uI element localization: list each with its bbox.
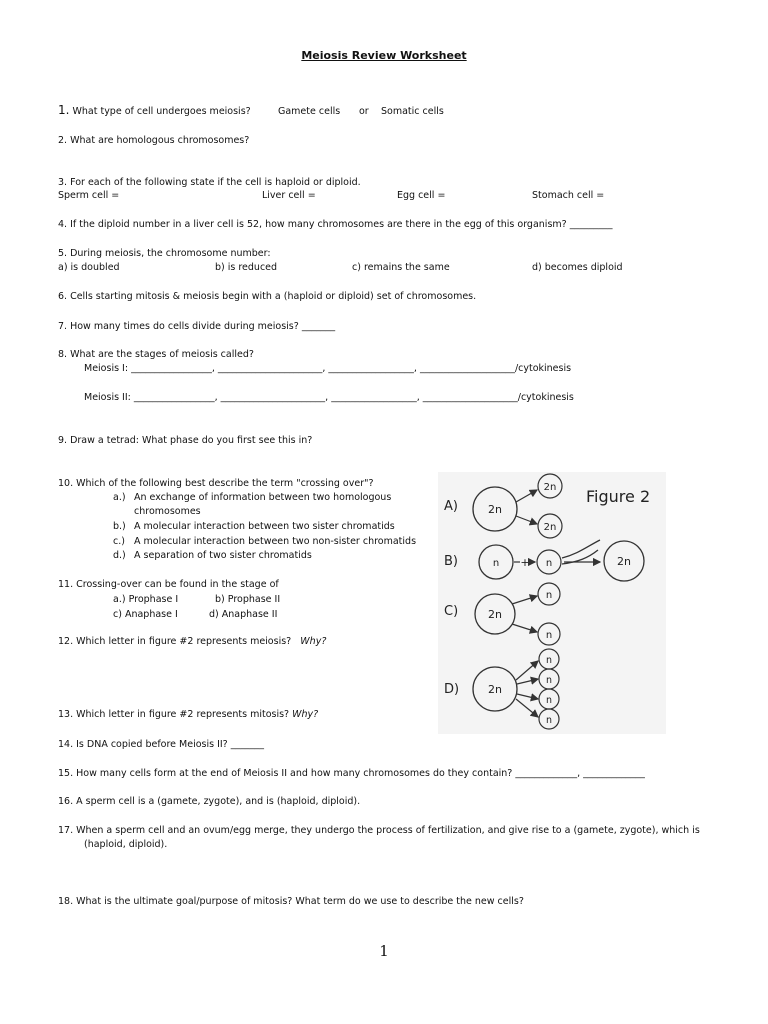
q10-option-a-cont: chromosomes xyxy=(134,506,201,517)
question-7: 7. How many times do cells divide during meiosis? _______ xyxy=(58,321,336,332)
q5-option-a: a) is doubled xyxy=(58,262,120,273)
question-4: 4. If the diploid number in a liver cell is 52, how many chromosomes are there in the egg of this organism? _________ xyxy=(58,219,613,230)
q10-option-d: A separation of two sister chromatids xyxy=(134,550,312,561)
q5-option-d: d) becomes diploid xyxy=(532,262,623,273)
question-18: 18. What is the ultimate goal/purpose of mitosis? What term do we use to describe the new cells? xyxy=(58,896,524,907)
question-9: 9. Draw a tetrad: What phase do you first see this in? xyxy=(58,435,313,446)
q10-option-c: A molecular interaction between two non-sister chromatids xyxy=(134,536,417,547)
question-5: 5. During meiosis, the chromosome number: xyxy=(58,248,271,259)
q11-option-c: c) Anaphase I xyxy=(113,609,178,620)
cell-label: n xyxy=(545,675,553,686)
q5-option-c: c) remains the same xyxy=(352,262,450,273)
q12-why: Why? xyxy=(300,636,327,647)
q3-sperm-cell: Sperm cell = xyxy=(58,190,120,201)
cell-label: 2n xyxy=(543,522,557,533)
q5-option-b: b) is reduced xyxy=(215,262,278,273)
figure-label-a: A) xyxy=(444,499,458,514)
q11-option-b: b) Prophase II xyxy=(215,594,281,605)
question-16: 16. A sperm cell is a (gamete, zygote), and is (haploid, diploid). xyxy=(58,796,361,807)
q11-option-a: a.) Prophase I xyxy=(113,594,179,605)
question-10: 10. Which of the following best describe the term "crossing over"? xyxy=(58,478,374,489)
question-14: 14. Is DNA copied before Meiosis II? _______ xyxy=(58,739,264,750)
q13-why: Why? xyxy=(292,709,319,720)
q1-number: 1. xyxy=(58,103,70,117)
q12-text: 12. Which letter in figure #2 represents meiosis? xyxy=(58,636,292,647)
question-17: 17. When a sperm cell and an ovum/egg merge, they undergo the process of fertilization, and give rise to a (gamete, zygote), which is xyxy=(58,825,700,836)
question-1 xyxy=(58,104,251,118)
cell-label: n xyxy=(545,630,553,641)
question-17-cont: (haploid, diploid). xyxy=(84,839,168,850)
question-3: 3. For each of the following state if the cell is haploid or diploid. xyxy=(58,177,361,188)
cell-label: n xyxy=(545,715,553,726)
q10-label-c: c.) xyxy=(113,536,125,547)
q10-option-b: A molecular interaction between two sister chromatids xyxy=(134,521,395,532)
cell-label: 2n xyxy=(488,683,502,696)
q1-option-somatic: Somatic cells xyxy=(381,106,444,117)
figure-label-c: C) xyxy=(444,604,459,619)
plus-sign: + xyxy=(520,556,530,569)
cell-label: n xyxy=(545,590,553,601)
question-12 xyxy=(58,635,326,648)
q3-stomach-cell: Stomach cell = xyxy=(532,190,605,201)
cell-label: 2n xyxy=(488,608,502,621)
q13-text: 13. Which letter in figure #2 represents mitosis? xyxy=(58,709,290,720)
figure-label-d: D) xyxy=(444,682,460,697)
question-6: 6. Cells starting mitosis & meiosis begin with a (haploid or diploid) set of chromosomes. xyxy=(58,291,477,302)
page-number: 1 xyxy=(379,942,389,960)
q8-meiosis-2: Meiosis II: _________________, ______________________, __________________, ____________________/cytokinesis xyxy=(84,392,574,403)
q3-egg-cell: Egg cell = xyxy=(397,190,446,201)
question-13 xyxy=(58,708,318,721)
question-11: 11. Crossing-over can be found in the stage of xyxy=(58,579,279,590)
worksheet-title: Meiosis Review Worksheet xyxy=(301,49,467,62)
q1-text: What type of cell undergoes meiosis? xyxy=(72,106,251,117)
cell-label: n xyxy=(545,558,553,569)
cell-label: n xyxy=(545,655,553,666)
question-15: 15. How many cells form at the end of Meiosis II and how many chromosomes do they contain? _____________, _____________ xyxy=(58,768,645,779)
question-2: 2. What are homologous chromosomes? xyxy=(58,135,250,146)
cell-label: 2n xyxy=(617,555,631,568)
cell-label: 2n xyxy=(543,482,557,493)
q1-or: or xyxy=(359,106,369,117)
figure-title: Figure 2 xyxy=(586,487,651,506)
q11-option-d: d) Anaphase II xyxy=(209,609,278,620)
q10-label-d: d.) xyxy=(113,550,126,561)
cell-label: 2n xyxy=(488,503,502,516)
cell-label: n xyxy=(545,695,553,706)
cell-label: n xyxy=(492,558,500,569)
q8-meiosis-1: Meiosis I: _________________, ______________________, __________________, ____________________/cytokinesis xyxy=(84,363,572,374)
q10-label-a: a.) xyxy=(113,492,126,503)
q10-option-a: An exchange of information between two homologous xyxy=(134,492,392,503)
q10-label-b: b.) xyxy=(113,521,126,532)
figure-2-diagram xyxy=(438,472,666,734)
q1-option-gamete: Gamete cells xyxy=(278,106,341,117)
q3-liver-cell: Liver cell = xyxy=(262,190,316,201)
figure-label-b: B) xyxy=(444,554,458,569)
question-8: 8. What are the stages of meiosis called? xyxy=(58,349,254,360)
